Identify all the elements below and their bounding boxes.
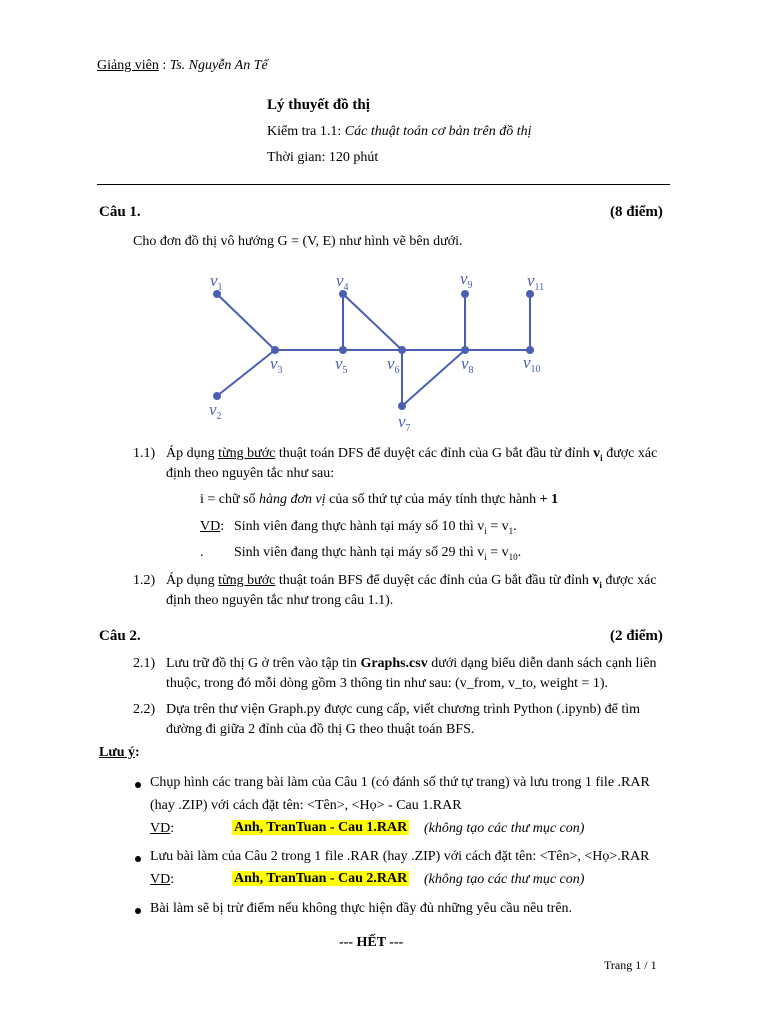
course-title: Lý thuyết đồ thị bbox=[267, 97, 370, 113]
q2-points: (2 điểm) bbox=[610, 628, 663, 644]
note-2-remark: (không tạo các thư mục con) bbox=[424, 872, 585, 887]
label-v7: $v_7$ bbox=[398, 412, 411, 434]
note-1-line1: Chụp hình các trang bài làm của Câu 1 (có đánh số thứ tự trang) và lưu trong 1 file .RAR bbox=[150, 775, 650, 790]
edge-v4-v6 bbox=[343, 294, 402, 350]
q1-example-dot: . bbox=[200, 545, 204, 560]
label-v9: $v_9$ bbox=[460, 269, 473, 291]
test-title: Các thuật toán cơ bản trên đồ thị bbox=[344, 124, 532, 139]
q1-2-number: 1.2) bbox=[133, 573, 156, 588]
q2-1-line1: Lưu trữ đồ thị G ở trên vào tập tin Graphs.csv dưới dạng biểu diễn danh sách cạnh liên bbox=[166, 656, 657, 671]
q1-intro: Cho đơn đồ thị vô hướng G = (V, E) như hình vẽ bên dưới. bbox=[133, 234, 463, 249]
note-1-example: Anh, TranTuan - Cau 1.RAR bbox=[234, 820, 408, 835]
note-2-line1: Lưu bài làm của Câu 2 trong 1 file .RAR (hay .ZIP) với cách đặt tên: <Tên>, <Họ>.RAR bbox=[150, 849, 650, 864]
q2-title: Câu 2. bbox=[99, 628, 141, 644]
q1-2-line1: Áp dụng từng bước thuật toán BFS để duyệt các đỉnh của G bắt đầu từ đỉnh $v_i$ được xác bbox=[166, 573, 657, 590]
q1-1-line1: Áp dụng từng bước thuật toán DFS để duyệt các đỉnh của G bắt đầu từ đỉnh $v_i$ được xác bbox=[166, 446, 658, 463]
bullet-2 bbox=[135, 856, 141, 862]
label-v3: $v_3$ bbox=[270, 354, 283, 376]
label-v10: $v_{10}$ bbox=[523, 353, 541, 375]
end-marker: --- HẾT --- bbox=[339, 935, 404, 950]
q1-rule: i = chữ số hàng đơn vị của số thứ tự của máy tính thực hành + 1 bbox=[200, 492, 559, 507]
q2-1-number: 2.1) bbox=[133, 656, 156, 671]
test-prefix: Kiểm tra 1.1: bbox=[267, 124, 345, 139]
vertex-v7 bbox=[398, 402, 406, 410]
note-3: Bài làm sẽ bị trừ điểm nếu không thực hiện đầy đủ những yêu cầu nêu trên. bbox=[150, 901, 573, 916]
q1-2-line2: định theo nguyên tắc như trong câu 1.1). bbox=[166, 593, 394, 608]
edge-v1-v3 bbox=[217, 294, 275, 350]
label-v8: $v_8$ bbox=[461, 354, 474, 376]
lecturer-sep: : bbox=[158, 58, 170, 73]
lecturer-name: Ts. Nguyễn An Tế bbox=[169, 58, 268, 73]
q1-example-2: Sinh viên đang thực hành tại máy số 29 thì $v_i = v_{10}$. bbox=[234, 545, 522, 562]
note-1-line2: (hay .ZIP) với cách đặt tên: <Tên>, <Họ> - Cau 1.RAR bbox=[150, 798, 462, 813]
lecturer-label: Giảng viên bbox=[97, 58, 159, 73]
q2-2-number: 2.2) bbox=[133, 702, 156, 717]
note-1-remark: (không tạo các thư mục con) bbox=[424, 821, 585, 836]
label-v6: $v_6$ bbox=[387, 354, 400, 376]
q1-example-1: Sinh viên đang thực hành tại máy số 10 thì $v_i = v_1$. bbox=[234, 519, 517, 536]
q1-points: (8 điểm) bbox=[610, 204, 663, 220]
vertex-v11 bbox=[526, 290, 534, 298]
vertex-v5 bbox=[339, 346, 347, 354]
vertex-v8 bbox=[461, 346, 469, 354]
q1-1-line2: định theo nguyên tắc như sau: bbox=[166, 466, 335, 481]
header-divider bbox=[97, 184, 670, 185]
vertex-v6 bbox=[398, 346, 406, 354]
lecturer-line bbox=[97, 58, 268, 74]
notes-title: Lưu ý: bbox=[99, 745, 140, 760]
label-v4: $v_4$ bbox=[336, 271, 349, 293]
label-v1: $v_1$ bbox=[210, 271, 223, 293]
q1-title: Câu 1. bbox=[99, 204, 141, 220]
q1-1-number: 1.1) bbox=[133, 446, 156, 461]
label-v5: $v_5$ bbox=[335, 354, 348, 376]
vertex-v9 bbox=[461, 290, 469, 298]
test-time: Thời gian: 120 phút bbox=[267, 150, 379, 165]
note-1-vd: VD: bbox=[150, 821, 175, 836]
label-v11: $v_{11}$ bbox=[527, 271, 545, 293]
page-number: Trang 1 / 1 bbox=[604, 958, 657, 972]
q1-example-label: VD: bbox=[200, 519, 225, 534]
graph-figure bbox=[190, 265, 590, 435]
vertex-v3 bbox=[271, 346, 279, 354]
vertex-v2 bbox=[213, 392, 221, 400]
edge-v7-v8 bbox=[402, 350, 465, 406]
note-2-vd: VD: bbox=[150, 872, 175, 887]
note-2-example: Anh, TranTuan - Cau 2.RAR bbox=[234, 871, 408, 886]
label-v2: $v_2$ bbox=[209, 400, 222, 422]
bullet-1 bbox=[135, 782, 141, 788]
bullet-3 bbox=[135, 908, 141, 914]
test-title-line bbox=[267, 124, 532, 140]
q2-2-line2: đường đi giữa 2 đỉnh của đồ thị G theo thuật toán BFS. bbox=[166, 722, 475, 737]
edge-v2-v3 bbox=[217, 350, 275, 396]
q2-2-line1: Dựa trên thư viện Graph.py được cung cấp, viết chương trình Python (.ipynb) để tìm bbox=[166, 702, 641, 717]
q2-1-line2: thuộc, trong đó mỗi dòng gồm 3 thông tin như sau: (v_from, v_to, weight = 1). bbox=[166, 676, 609, 691]
